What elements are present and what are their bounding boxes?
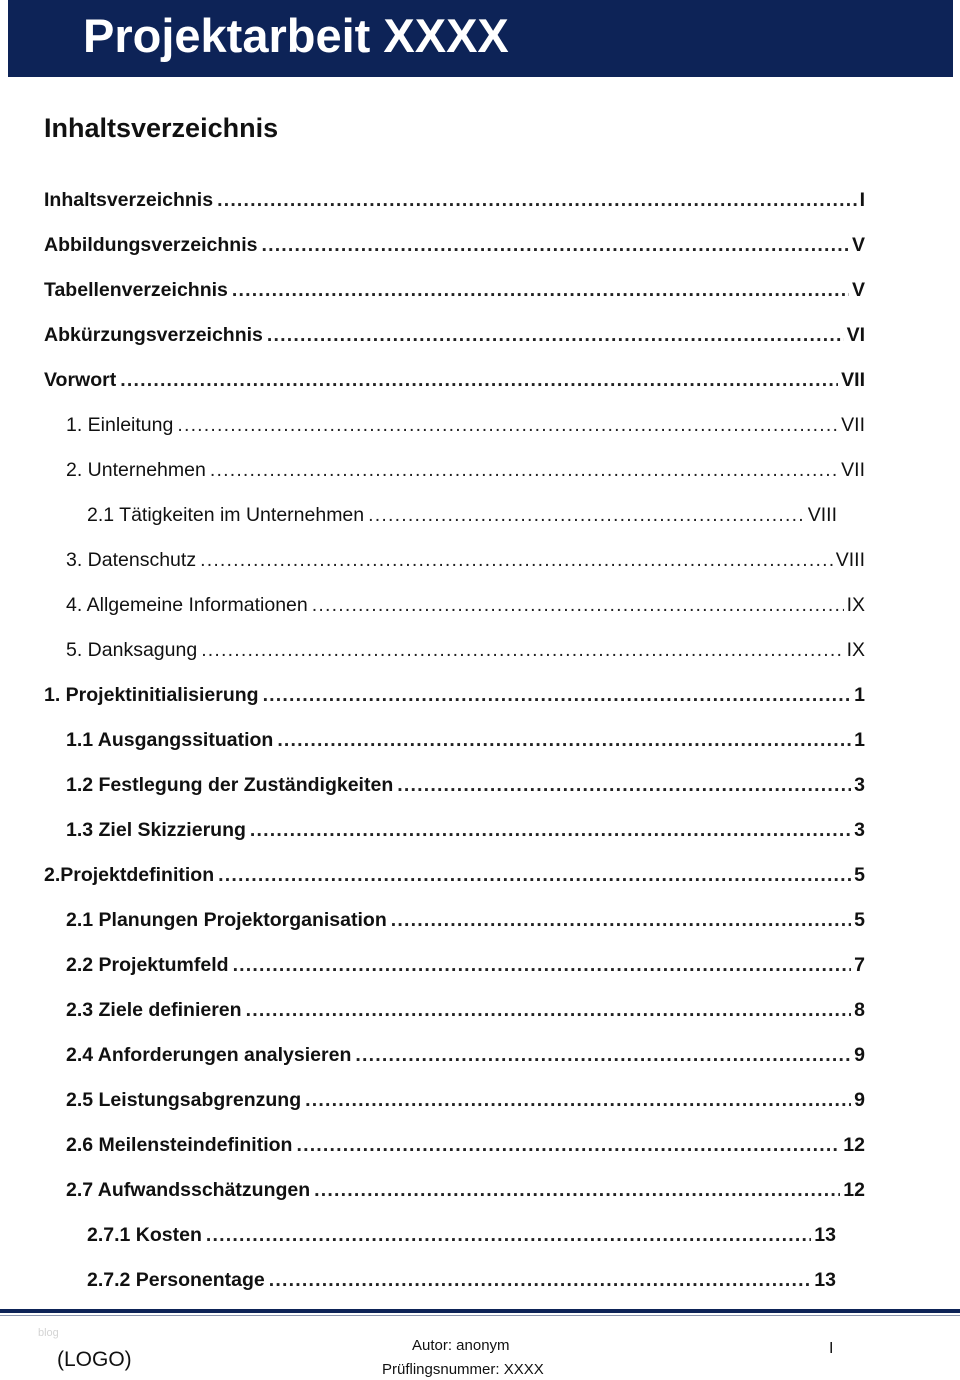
toc-entry-label: 1. Einleitung — [66, 414, 174, 436]
toc-entry[interactable] — [66, 819, 865, 847]
toc-entry-label: 2.Projektdefinition — [44, 864, 215, 886]
toc-entry-page: 1 — [854, 684, 865, 706]
toc-entry[interactable] — [66, 1044, 865, 1072]
toc-dot-leader — [312, 594, 844, 617]
toc-entry[interactable] — [44, 279, 865, 307]
toc-dot-leader — [305, 1089, 851, 1112]
toc-entry-page: VII — [841, 369, 865, 391]
toc-entry-label: 2.7 Aufwandsschätzungen — [66, 1179, 311, 1201]
toc-dot-leader — [232, 279, 849, 302]
toc-entry-label: 2.4 Anforderungen analysieren — [66, 1044, 352, 1066]
toc-entry[interactable] — [66, 594, 865, 622]
toc-entry-page: 12 — [843, 1134, 865, 1156]
toc-dot-leader — [218, 864, 851, 887]
toc-entry-label: 3. Datenschutz — [66, 549, 197, 571]
toc-entry-page: 7 — [854, 954, 865, 976]
toc-entry-page: VII — [841, 459, 865, 481]
toc-entry-label: Inhaltsverzeichnis — [44, 189, 214, 211]
toc-entry-page: 5 — [854, 909, 865, 931]
toc-dot-leader — [355, 1044, 851, 1067]
toc-dot-leader — [120, 369, 838, 392]
toc-entry[interactable] — [66, 459, 865, 487]
toc-dot-leader — [391, 909, 851, 932]
toc-entry-label: 2.1 Tätigkeiten im Unternehmen — [87, 504, 365, 526]
toc-entry-label: 2.2 Projektumfeld — [66, 954, 229, 976]
toc-entry-page: 9 — [854, 1044, 865, 1066]
toc-entry-label: Tabellenverzeichnis — [44, 279, 228, 301]
toc-entry-label: 2.7.2 Personentage — [87, 1269, 265, 1291]
toc-entry-label: 2.1 Planungen Projektorganisation — [66, 909, 387, 931]
toc-dot-leader — [177, 414, 838, 437]
toc-dot-leader — [296, 1134, 840, 1157]
footer-watermark: blog — [38, 1327, 59, 1339]
toc-entry[interactable] — [44, 369, 865, 397]
footer-pruefling-number: Prüflingsnummer: XXXX — [382, 1361, 544, 1378]
toc-entry[interactable] — [87, 504, 837, 532]
toc-entry[interactable] — [87, 1269, 836, 1297]
toc-entry-label: 2.6 Meilensteindefinition — [66, 1134, 293, 1156]
toc-entry[interactable] — [44, 234, 865, 262]
toc-entry-label: 1.3 Ziel Skizzierung — [66, 819, 246, 841]
toc-entry-page: VI — [846, 324, 865, 346]
toc-entry[interactable] — [44, 189, 865, 217]
toc-entry[interactable] — [66, 909, 865, 937]
toc-entry[interactable] — [66, 1089, 865, 1117]
toc-entry[interactable] — [66, 774, 865, 802]
toc-dot-leader — [250, 819, 851, 842]
toc-entry-label: 4. Allgemeine Informationen — [66, 594, 308, 616]
toc-entry[interactable] — [66, 999, 865, 1027]
toc-entry[interactable] — [44, 864, 865, 892]
toc-entry-page: VII — [841, 414, 865, 436]
toc-entry-page: VIII — [835, 549, 865, 571]
toc-entry[interactable] — [66, 414, 865, 442]
toc-entry-label: 2.5 Leistungsabgrenzung — [66, 1089, 302, 1111]
footer-rule — [0, 1309, 960, 1313]
toc-entry-page: 3 — [854, 774, 865, 796]
toc-entry-label: 2.7.1 Kosten — [87, 1224, 202, 1246]
toc-entry-page: IX — [846, 639, 865, 661]
toc-dot-leader — [314, 1179, 840, 1202]
toc-dot-leader — [368, 504, 805, 527]
footer-logo: (LOGO) — [57, 1348, 132, 1371]
toc-entry[interactable] — [66, 729, 865, 757]
footer-page-number: I — [829, 1340, 834, 1357]
toc-entry-page: 8 — [854, 999, 865, 1021]
toc-dot-leader — [263, 684, 852, 707]
footer-author: Autor: anonym — [412, 1337, 510, 1354]
toc-entry[interactable] — [66, 1134, 865, 1162]
toc-entry-label: 2. Unternehmen — [66, 459, 206, 481]
toc-entry-page: 9 — [854, 1089, 865, 1111]
toc-entry[interactable] — [66, 1179, 865, 1207]
toc-entry-label: 1. Projektinitialisierung — [44, 684, 259, 706]
toc-entry[interactable] — [44, 684, 865, 712]
toc-entry[interactable] — [66, 954, 865, 982]
toc-dot-leader — [246, 999, 852, 1022]
toc-entry-page: 13 — [814, 1224, 836, 1246]
toc-dot-leader — [206, 1224, 811, 1247]
toc-entry-page: 5 — [854, 864, 865, 886]
toc-dot-leader — [261, 234, 849, 257]
toc-entry-page: 1 — [854, 729, 865, 751]
toc-dot-leader — [210, 459, 838, 482]
toc-entry-page: VIII — [807, 504, 837, 526]
toc-dot-leader — [269, 1269, 812, 1292]
toc-entry-label: 5. Danksagung — [66, 639, 198, 661]
toc-dot-leader — [233, 954, 852, 977]
toc-entry-page: 13 — [814, 1269, 836, 1291]
toc-entry[interactable] — [66, 639, 865, 667]
toc-heading: Inhaltsverzeichnis — [44, 113, 279, 143]
toc-entry[interactable] — [87, 1224, 836, 1252]
toc-entry-label: 1.1 Ausgangssituation — [66, 729, 274, 751]
toc-entry-page: 3 — [854, 819, 865, 841]
toc-entry[interactable] — [66, 549, 865, 577]
toc-entry-page: V — [851, 279, 865, 301]
toc-entry-label: Abbildungsverzeichnis — [44, 234, 258, 256]
toc-dot-leader — [217, 189, 857, 212]
toc-entry-page: V — [851, 234, 865, 256]
document-title: Projektarbeit XXXX — [83, 9, 509, 62]
toc-dot-leader — [267, 324, 844, 347]
toc-dot-leader — [397, 774, 851, 797]
toc-entry[interactable] — [44, 324, 865, 352]
toc-dot-leader — [277, 729, 851, 752]
toc-entry-label: Vorwort — [44, 369, 117, 391]
toc-entry-page: I — [859, 189, 865, 211]
toc-entry-label: 1.2 Festlegung der Zuständigkeiten — [66, 774, 394, 796]
toc-dot-leader — [200, 549, 833, 572]
toc-entry-page: 12 — [843, 1179, 865, 1201]
toc-entry-page: IX — [846, 594, 865, 616]
toc-dot-leader — [201, 639, 843, 662]
toc-entry-label: Abkürzungsverzeichnis — [44, 324, 263, 346]
toc-entry-label: 2.3 Ziele definieren — [66, 999, 242, 1021]
footer-rule-thin — [0, 1315, 960, 1316]
